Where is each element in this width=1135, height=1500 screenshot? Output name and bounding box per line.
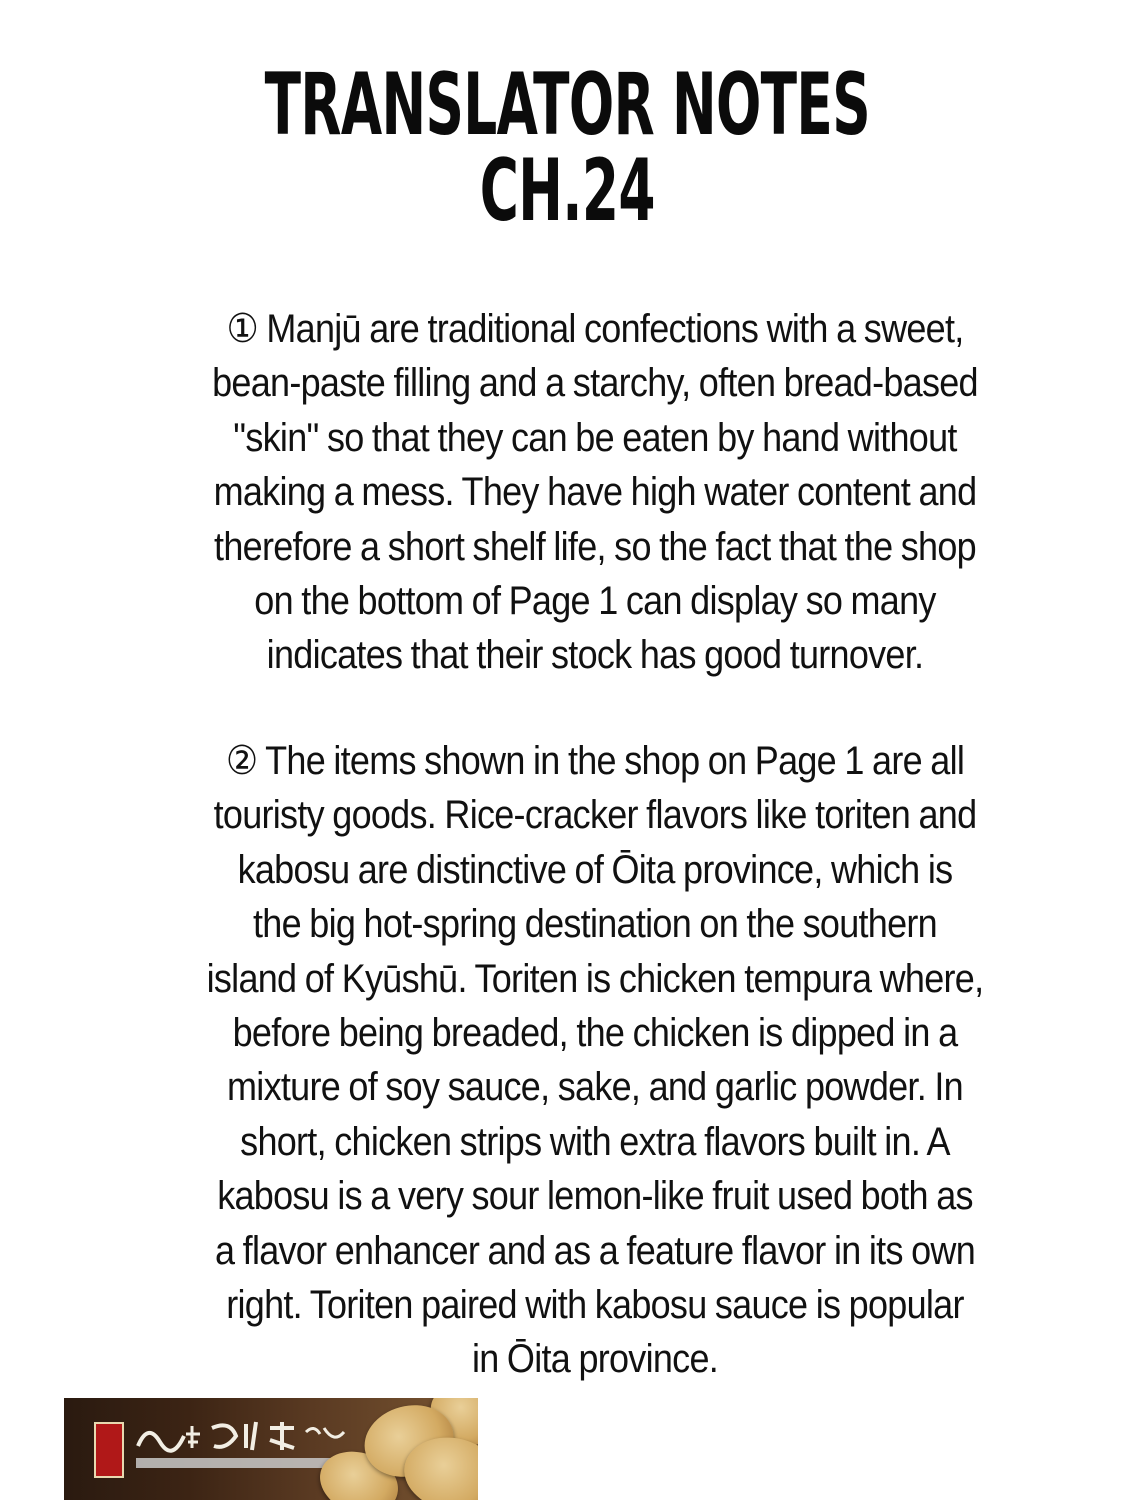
- note-line: touristy goods. Rice-cracker flavors like toriten and: [213, 793, 977, 838]
- brand-seal-icon: [94, 1422, 124, 1478]
- note-line: short, chicken strips with extra flavors built in. A: [240, 1119, 950, 1164]
- note-line: mixture of soy sauce, sake, and garlic powder. In: [227, 1065, 963, 1110]
- note-line: making a mess. They have high water content and: [213, 470, 977, 515]
- note-line: before being breaded, the chicken is dipped in a: [232, 1011, 958, 1056]
- note-line: kabosu is a very sour lemon-like fruit used both as: [217, 1174, 973, 1219]
- note-line: in Ōita province.: [471, 1337, 719, 1382]
- note-line: island of Kyūshū. Toriten is chicken tempura where,: [206, 956, 984, 1001]
- note-line: on the bottom of Page 1 can display so many: [254, 579, 936, 624]
- title-line-2: CH.24: [479, 141, 655, 241]
- note-line: a flavor enhancer and as a feature flavor in its own: [214, 1228, 976, 1273]
- note-line: kabosu are distinctive of Ōita province, which is: [237, 847, 953, 892]
- title-line-1: TRANSLATOR NOTES: [264, 55, 870, 155]
- note-2: [177, 734, 1014, 1387]
- note-line: right. Toriten paired with kabosu sauce is popular: [226, 1283, 964, 1328]
- note-line: indicates that their stock has good turnover.: [266, 633, 924, 678]
- note-line: ① Manjū are traditional confections with a sweet,: [226, 307, 964, 351]
- product-logo-icon: [134, 1418, 354, 1454]
- note-line: bean-paste filling and a starchy, often bread-based: [212, 361, 978, 406]
- note-line: the big hot-spring destination on the southern: [253, 902, 937, 947]
- rice-cracker-package-photo: [64, 1398, 478, 1500]
- note-line: "skin" so that they can be eaten by hand without: [233, 415, 957, 460]
- note-line: therefore a short shelf life, so the fact that the shop: [214, 524, 976, 569]
- note-line: ② The items shown in the shop on Page 1 are all: [225, 739, 965, 783]
- note-1: [177, 302, 1014, 683]
- page-title: [215, 55, 919, 241]
